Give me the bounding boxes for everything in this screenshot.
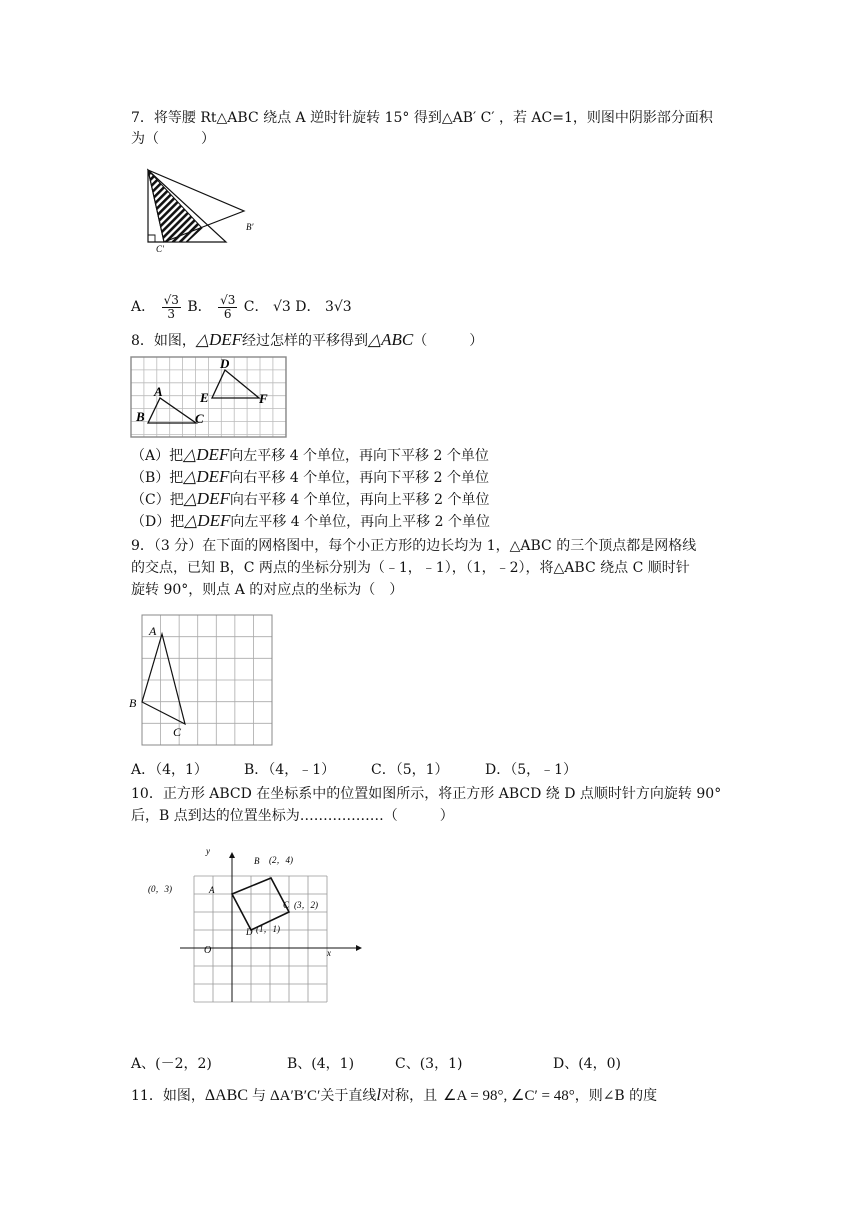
q8-stem-tri-abc: △ABC [368,330,414,349]
q8-option-b [131,466,489,489]
q8-stem [131,330,483,351]
q8-option-b-tri: △DEF [183,467,230,486]
q10-figure [140,840,370,1010]
q10-square-abcd [232,878,289,930]
q8-option-c-post: 向右平移 4 个单位，再向上平移 2 个单位 [229,492,490,508]
q7-figure [140,160,270,254]
q8-option-c [131,488,489,511]
q7-option-b-fraction [218,294,237,321]
q7-option-b-label: B． [187,299,212,315]
q10-label-b: B [254,856,260,866]
q10-label-d: D [246,927,253,937]
q8-triangle-abc [148,398,196,423]
q8-stem-pre: 8．如图， [131,333,196,349]
q11-stem-pre: 11．如图， [131,1088,205,1104]
q8-label-d: D [220,356,230,371]
q10-option-c: C、(3，1) [395,1056,463,1072]
q11-stem-post: ，则∠B 的度 [574,1088,658,1104]
q8-label-c: C [195,411,204,426]
q8-option-b-pre: （B）把 [131,470,184,486]
q8-figure [131,357,286,437]
q8-option-c-pre: （C）把 [131,492,184,508]
q8-option-d-post: 向左平移 4 个单位，再向上平移 2 个单位 [230,514,490,530]
q8-label-e: E [200,390,209,405]
q11-stem-mid1: 与 [252,1088,267,1104]
q10-label-y: y [206,846,210,856]
q8-option-a [131,444,489,467]
q10-label-c-coord: (3，2) [294,900,318,910]
q7-option-a-denominator: 3 [167,306,176,321]
q8-option-a-tri: △DEF [183,445,230,464]
q10-label-a: A [209,885,215,895]
q9-label-a: A [149,624,157,638]
q8-option-d-tri: △DEF [184,511,231,530]
q8-label-f: F [259,391,268,406]
q10-label-c: C [283,900,290,910]
q9-label-b: B [129,696,137,710]
q11-stem-mid2: 关于直线 [320,1088,377,1104]
q7-options [131,292,352,322]
q9-option-a: A．（4，1） [131,762,208,778]
q10-stem-line2: 后，B 点到达的位置坐标为………………（ ） [131,808,454,824]
q10-x-arrow [356,945,362,951]
q9-stem-line1: 9．（3 分）在下面的网格图中，每个小正方形的边长均为 1，△ABC 的三个顶点都是网格线 [131,538,697,554]
q10-label-x: x [327,948,331,958]
q11-stem [131,1085,657,1106]
q8-label-a: A [154,384,163,399]
q10-option-d: D、(4，0) [553,1056,621,1072]
q7-label-b-prime: B′ [246,222,254,232]
q10-stem-line1: 10．正方形 ABCD 在坐标系中的位置如图所示，将正方形 ABCD 绕 D 点顺时针方向旋转 90° [131,786,722,802]
q10-y-arrow [229,852,235,858]
q10-label-a-coord: (0，3) [148,884,172,894]
q9-stem-line2: 的交点，已知 B，C 两点的坐标分别为（﹣1，﹣1），（1，﹣2），将△ABC 绕点 C 顺时针 [131,560,690,576]
q10-label-b-coord: (2，4) [269,855,293,865]
q7-option-a-label: A． [131,299,156,315]
q9-option-b: B．（4，﹣1） [244,762,336,778]
q9-option-d: D．（5，﹣1） [485,762,578,778]
q8-option-d-pre: （D）把 [131,514,185,530]
q9-figure [127,612,277,752]
q7-right-angle-mark [148,235,155,242]
q11-stem-mid3: 对称，且 [381,1088,438,1104]
q11-triangle-abc: ΔABC [204,1087,249,1104]
q8-option-b-post: 向右平移 4 个单位，再向下平移 2 个单位 [229,470,490,486]
q7-option-d-value: 3√3 [324,299,352,315]
q8-option-c-tri: △DEF [183,489,230,508]
q7-option-b-denominator: 6 [223,306,232,321]
q9-stem-line3: 旋转 90°，则点 A 的对应点的坐标为（ ） [131,582,404,598]
q8-stem-mid: 经过怎样的平移得到 [242,333,369,349]
q9-triangle-abc [142,634,185,724]
q7-option-b-numerator: √3 [220,292,236,307]
q10-label-d-coord: (1，1) [256,924,280,934]
q7-option-a-numerator: √3 [163,292,179,307]
q11-triangle-a-prime: ΔA′B′C′ [270,1088,321,1104]
q8-triangle-def [212,370,259,398]
q7-option-c-value: √3 [272,299,291,315]
q11-angles: ∠A = 98°, ∠C′ = 48° [443,1088,575,1104]
q9-option-c: C．（5，1） [371,762,449,778]
q8-label-b: B [136,409,145,424]
q9-label-c: C [173,725,182,739]
q10-label-o: O [204,945,212,956]
q11-line-l: l [376,1085,382,1104]
q8-option-a-post: 向左平移 4 个单位，再向下平移 2 个单位 [229,448,489,464]
q7-label-c-prime: C′ [156,244,164,254]
q8-stem-post: （ ） [413,333,484,349]
q8-option-a-pre: （A）把 [131,448,184,464]
q7-stem-line1: 7．将等腰 Rt△ABC 绕点 A 逆时针旋转 15° 得到△AB′ C′ ，若 AC=1，则图中阴影部分面积 [131,110,713,126]
q8-option-d [131,510,490,533]
q7-option-a-fraction [162,294,181,321]
q7-option-c-label: C． [243,299,269,315]
q10-option-b: B、(4，1) [287,1056,355,1072]
q8-stem-tri-def: △DEF [195,330,243,349]
q7-option-d-label: D． [295,299,321,315]
q7-stem-line2: 为（ ） [131,131,215,147]
q10-option-a: A、(－2，2) [131,1056,212,1072]
